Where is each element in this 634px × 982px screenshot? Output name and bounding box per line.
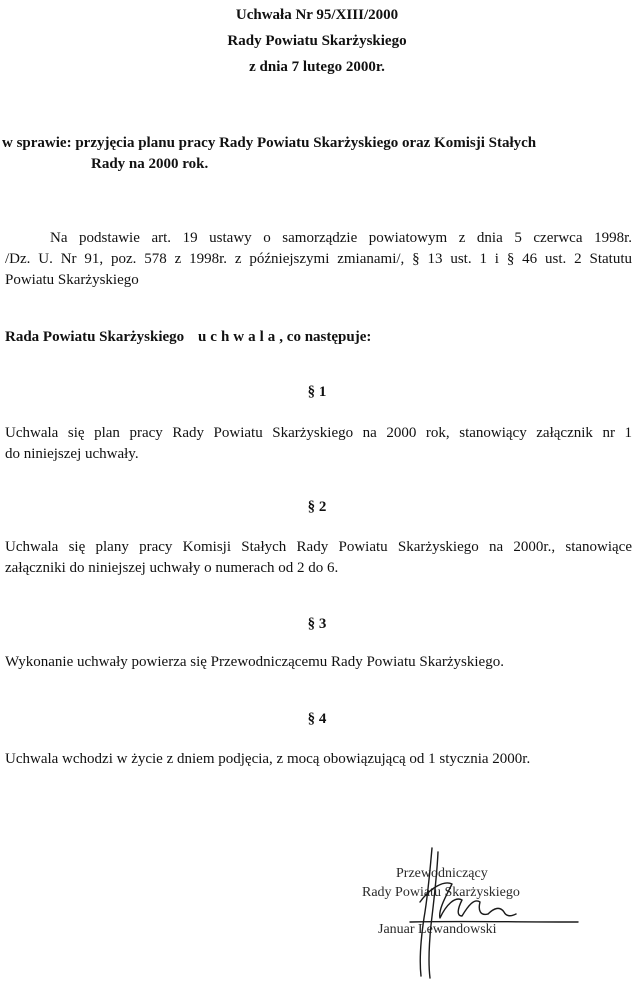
section-mark-4: § 4 <box>307 711 327 727</box>
subject-line-1: przyjęcia planu pracy Rady Powiatu Skarżyskiego oraz Komisji Stałych <box>75 135 537 151</box>
section-3-line-1: Wykonanie uchwały powierza się Przewodniczącemu Rady Powiatu Skarżyskiego. <box>5 654 504 670</box>
section-2-line-2: załączniki do niniejszej uchwały o numerach od 2 do 6. <box>5 560 339 576</box>
resolves-verb: uchwala <box>197 329 280 345</box>
section-mark-3: § 3 <box>307 616 327 632</box>
section-1-line-1: Uchwala się plan pracy Rady Powiatu Skarżyskiego na 2000 rok, stanowiący załącznik nr 1 <box>5 425 632 441</box>
resolution-number: Uchwała Nr 95/XIII/2000 <box>235 7 399 23</box>
signatory-title: Przewodniczący <box>396 866 488 881</box>
section-4-line-1: Uchwala wchodzi w życie z dniem podjęcia, z mocą obowiązującą od 1 stycznia 2000r. <box>5 751 531 767</box>
resolves-subject: Rada Powiatu Skarżyskiego <box>5 329 185 345</box>
resolution-date: z dnia 7 lutego 2000r. <box>249 59 385 75</box>
legal-basis-line-1: Na podstawie art. 19 ustawy o samorządzie powiatowym z dnia 5 czerwca 1998r. <box>50 230 632 246</box>
legal-basis-line-3: Powiatu Skarżyskiego <box>5 272 139 288</box>
section-1-line-2: do niniejszej uchwały. <box>5 446 139 462</box>
council-name: Rady Powiatu Skarżyskiego <box>227 33 407 49</box>
subject-line-2: Rady na 2000 rok. <box>91 156 209 172</box>
section-2-line-1: Uchwala się plany pracy Komisji Stałych Rady Powiatu Skarżyskiego na 2000r., stanowiące <box>5 539 632 555</box>
signatory-body: Rady Powiatu Skarżyskiego <box>362 885 520 900</box>
resolves-rest: , co następuje: <box>279 329 372 345</box>
section-mark-1: § 1 <box>307 384 327 400</box>
legal-basis-line-2: /Dz. U. Nr 91, poz. 578 z 1998r. z późniejszymi zmianami/, § 13 ust. 1 i § 46 ust. 2 Statutu <box>5 251 632 267</box>
section-mark-2: § 2 <box>307 499 327 515</box>
signatory-name: Januar Lewandowski <box>378 922 497 937</box>
subject-label: w sprawie: <box>2 135 72 151</box>
